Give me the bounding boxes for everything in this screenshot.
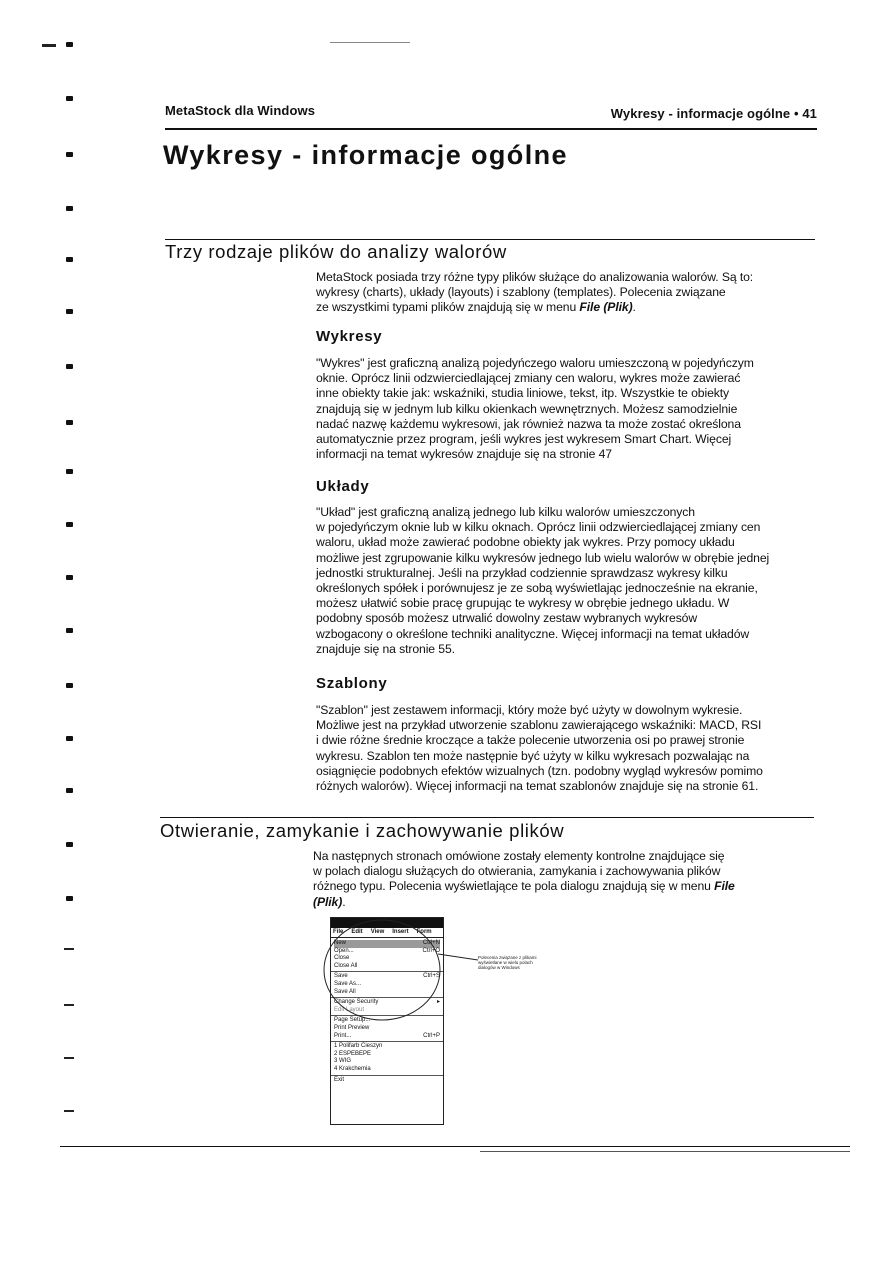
binder-mark [66,628,73,633]
menu-item-label: Exit [334,1076,345,1083]
menu-item-label: 3 WIG [334,1058,352,1065]
binder-mark [66,575,73,580]
binder-mark [66,469,73,474]
binder-mark [66,257,73,262]
text-line: nadać nazwę każdemu wykresowi, jak również nazwa ta może zostać określona [316,416,741,431]
binder-mark [66,309,73,314]
text-line: Na następnych stronach omówione zostały elementy kontrolne znajdujące się [313,849,725,863]
scan-line-top [330,42,410,43]
paragraph-wykresy [316,356,816,462]
menu-item [334,1043,440,1051]
binder-mark [66,788,73,793]
scan-dash [42,44,56,47]
text-line: wzbogacony o określone techniki analityczne. Więcej informacji na temat układów [316,626,750,641]
scan-dash [64,1004,74,1006]
text-line [316,300,816,315]
menu-item-label: Edit Layout [334,1006,365,1013]
paragraph-uklady [316,505,821,657]
menu-item [334,1033,440,1041]
scan-dash [64,1110,74,1112]
binder-mark [66,420,73,425]
subheading-szablony: Szablony [316,675,388,692]
menu-item-label: Close All [334,962,358,969]
text-line: "Szablon" jest zestawem informacji, który może być użyty w dowolnym wykresie. [316,703,743,717]
menu-item-label: Print Preview [334,1024,370,1031]
running-header-right: Wykresy - informacje ogólne • 41 [610,106,817,121]
text-line [313,895,818,910]
text-line: i dwie różne średnie kroczące a także polecenie utworzenia osi po prawej stronie [316,733,745,748]
menu-name-plik: (Plik) [313,894,343,909]
text-line: informacji na temat wykresów znajduje się na stronie 47 [316,447,612,462]
section-rule [165,239,815,240]
text-line: znajduje się na stronie 55. [316,641,455,656]
text-line: wykresu. Szablon ten może następnie być użyty w kilku wykresach pozwalając na [316,748,750,763]
text-span: . [632,300,636,315]
text-line: w pojedyńczym oknie lub w kilku oknach. Oprócz linii odzwierciedlającej zmiany cen [316,520,761,535]
text-line: określonych spółek i porównujesz je ze sobą wyświetlając jednocześnie na ekranie, [316,581,758,596]
text-line: w polach dialogu służących do otwierania, zamykania i zachowywania plików [313,864,721,879]
section1-intro [316,270,816,316]
binder-mark [66,152,73,157]
text-line: "Wykres" jest graficzną analizą pojedyńczego waloru umieszczoną w pojedyńczym [316,356,754,370]
text-line: osiągnięcie podobnych efektów wizualnych (tzn. podobny wygląd wykresów pomimo [316,763,763,778]
text-line: możesz ułatwić sobie pracę grupując te wykresy w obrębie jednego układu. W [316,596,730,611]
subheading-uklady: Układy [316,478,370,495]
running-header-left: MetaStock dla Windows [165,103,316,118]
menu-item-label: Close [334,955,350,962]
section-heading: Otwieranie, zamykanie i zachowywanie plików [160,820,565,841]
menu-item-label: 4 Krakchemia [334,1065,371,1072]
menu-item-label: New [334,940,347,946]
text-line: automatycznie przez program, jeśli wykres jest wykresem Smart Chart. Więcej [316,432,732,447]
text-line: oknie. Oprócz linii odzwierciedlającej zmiany cen waloru, wykres może zawierać [316,371,741,386]
header-rule [165,128,817,130]
menubar-item: Edit [351,929,363,935]
binder-mark [66,42,73,47]
menu-item-label: Change Security [334,999,379,1006]
menu-item-shortcut: Ctrl+P [423,1032,440,1039]
paragraph-szablony [316,703,821,794]
text-span: . [342,894,346,909]
scan-line-bottom [60,1146,850,1147]
subheading-wykresy: Wykresy [316,328,383,345]
menu-separator [331,1041,443,1042]
menu-item [334,1077,440,1085]
text-line: różnych walorów). Więcej informacji na temat szablonów znajduje się na stronie 61. [316,779,759,794]
menu-item-label: Open... [334,947,354,954]
page-title: Wykresy - informacje ogólne [163,140,568,170]
menubar-item: Form [416,929,432,935]
scan-dash [64,948,74,950]
menubar-item: View [370,929,385,935]
menu-item-shortcut: Ctrl+N [422,940,440,946]
binder-mark [66,206,73,211]
menu-item [334,1051,440,1059]
menu-item-label: Print... [334,1032,352,1039]
menu-name-file: File [714,879,735,894]
text-line: MetaStock posiada trzy różne typy plików służące do analizowania walorów. Są to: [316,270,754,284]
menu-name-file: File [579,300,601,315]
binder-mark [66,96,73,101]
menu-item-shortcut: ▸ [436,999,440,1006]
menu-item-shortcut: Ctrl+O [422,947,440,954]
menu-item-label: 2 ESPEBEPE [334,1050,372,1057]
menu-separator [331,1075,443,1076]
menu-item-label: Save As... [334,980,362,987]
text-line: możliwe jest zgrupowanie kilku wykresów jednego lub wielu walorów w obrębie jednej [316,550,770,565]
text-line: jednostki strukturalnej. Jeśli na przykład codziennie sprawdzasz wykresy kilku [316,565,728,580]
text-line: znajdują się w jednym lub kilku okienkach wewnętrznych. Możesz samodzielnie [316,401,738,416]
binder-mark [66,364,73,369]
text-line: inne obiekty takie jak: wskaźniki, studia liniowe, tekst, itp. Wszystkie te obiekty [316,386,730,401]
menubar-item: Insert [392,929,409,935]
menu-item-label: Save All [334,988,356,995]
menu-item-label: Page Setup... [334,1017,371,1024]
binder-mark [66,896,73,901]
binder-mark [66,522,73,527]
paragraph-section2 [313,849,818,910]
section-rule [160,817,814,818]
menu-item [334,1058,440,1066]
menu-item-label: Save [334,973,348,980]
scan-dash [64,1057,74,1059]
menu-callout-text: Polecenia związane z plikami wyświetlane w wielu polach dialogów w Windows [478,955,537,970]
section-heading: Trzy rodzaje plików do analizy walorów [165,241,507,262]
menu-item-label: 1 Polifarb Cieszyn [334,1043,383,1050]
text-line: wykresy (charts), układy (layouts) i szablony (templates). Polecenia związane [316,285,726,300]
text-line [313,879,818,894]
menu-item-shortcut: Ctrl+S [423,973,440,980]
scan-line-bottom [480,1151,850,1152]
text-line: Możliwe jest na przykład utworzenie szablonu zawierającego wskaźniki: MACD, RSI [316,718,762,733]
menu-name-plik: (Plik) [603,300,633,315]
binder-mark [66,683,73,688]
text-span: ze wszystkimi typami plików znajdują się w menu [316,300,580,315]
callout-circle-icon [310,918,490,1033]
text-span: różnego typu. Polecenia wyświetlające te pola dialogu znajdują się w menu [313,879,715,894]
binder-mark [66,736,73,741]
text-line: "Układ" jest graficzną analizą jednego lub kilku walorów umieszczonych [316,505,695,519]
binder-mark [66,842,73,847]
menu-item [334,1066,440,1074]
menubar-item: File [333,929,344,935]
text-line: podobny sposób możesz utrwalić dowolny zestaw wybranych wykresów [316,611,698,626]
text-line: waloru, układ może zawierać podobne obiekty jak wykres. Przy pomocy układu [316,535,735,550]
